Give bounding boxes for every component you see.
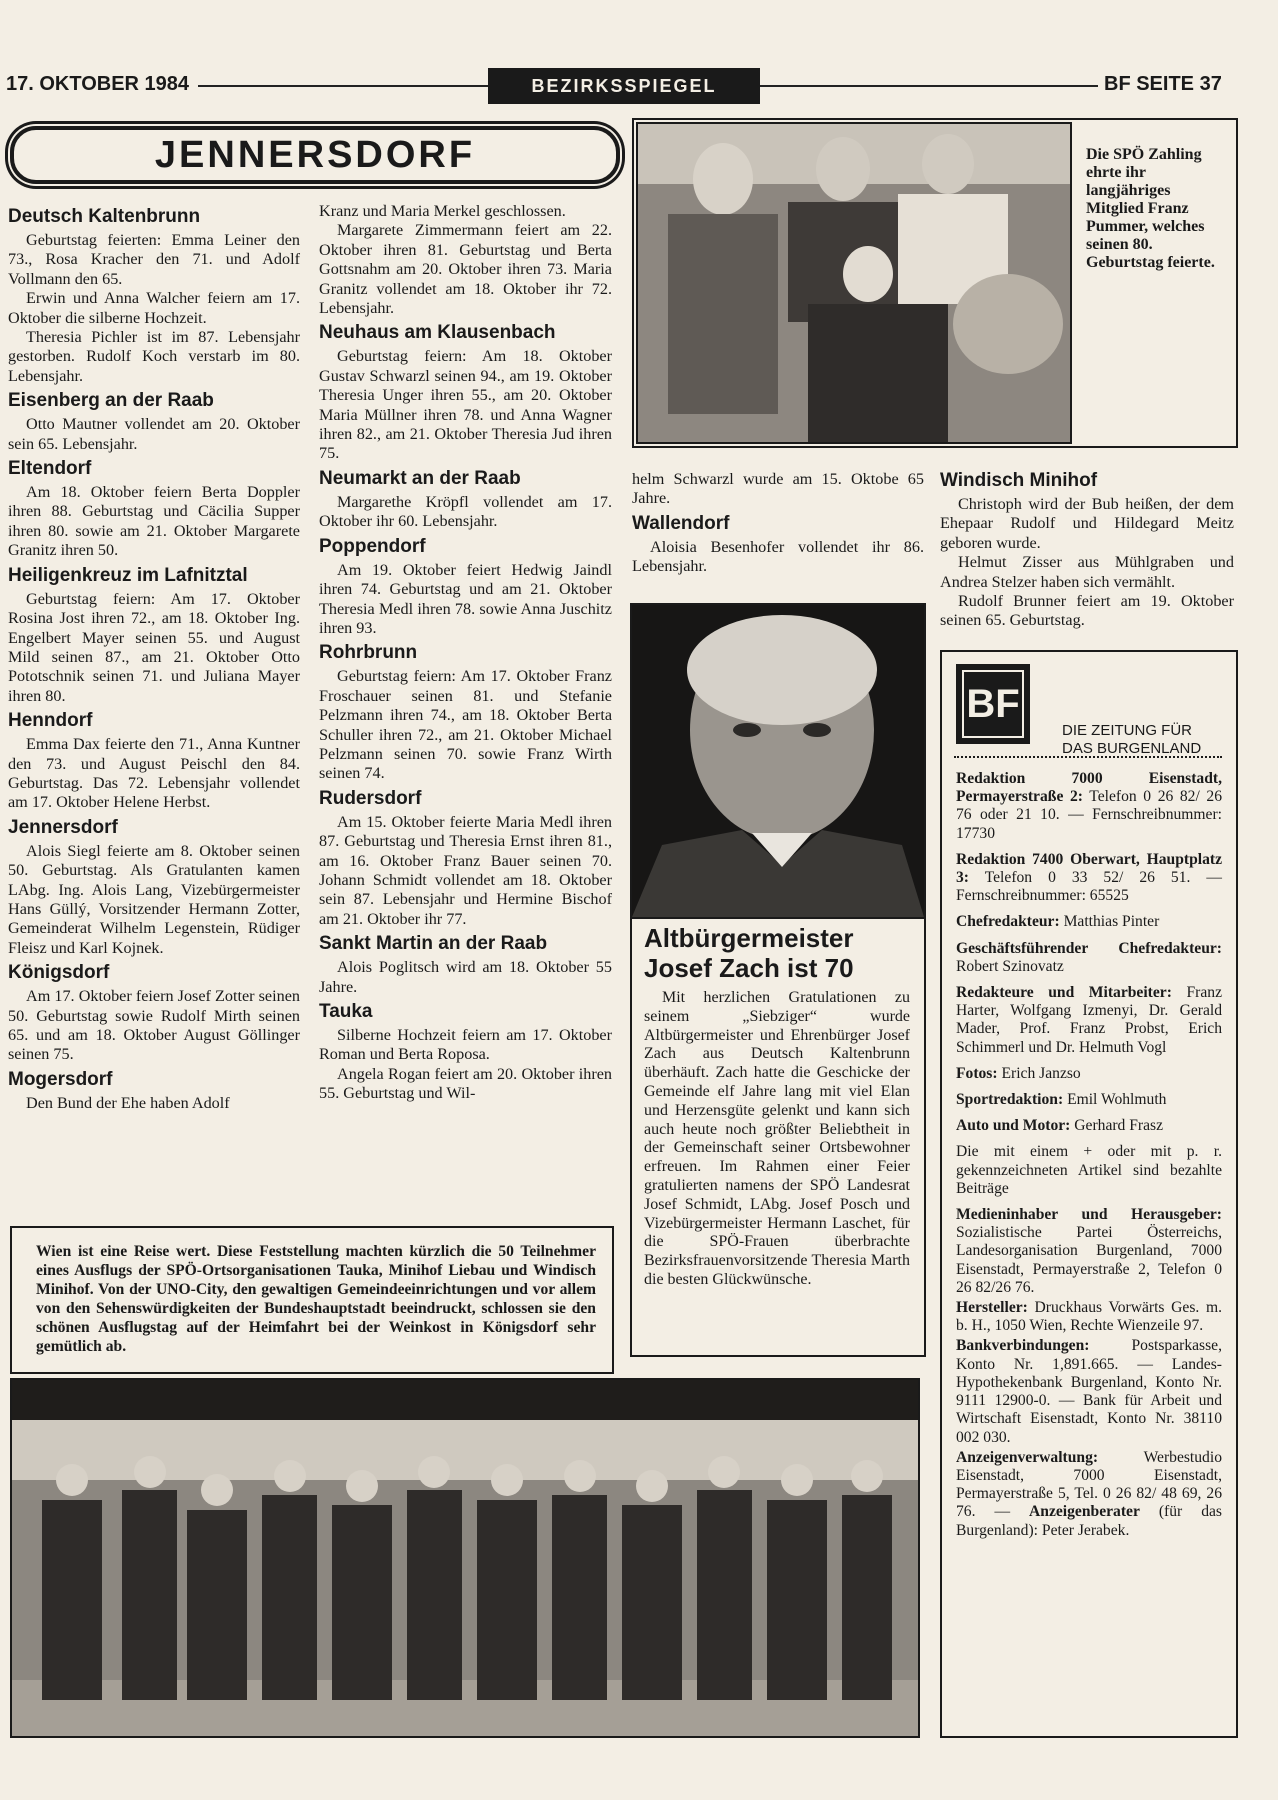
zach-headline	[644, 923, 854, 983]
zach-headline-line2: Josef Zach ist 70	[644, 953, 854, 983]
imp-label: Hersteller:	[956, 1299, 1028, 1317]
district-title: JENNERSDORF	[10, 126, 620, 184]
imp-label: Bankverbindungen:	[956, 1337, 1090, 1355]
heading-poppendorf: Poppendorf	[319, 535, 426, 557]
imp-label: Auto und Motor:	[956, 1117, 1071, 1135]
column-3	[632, 470, 924, 577]
imp-note: Die mit einem + oder mit p. r. gekennzeichneten Artikel sind bezahlte Beiträge	[956, 1143, 1222, 1197]
article-text: Den Bund der Ehe haben Adolf	[26, 1093, 230, 1112]
imp-text: Telefon 0 26 82/ 26 76 oder 21 10. — Fernschreibnummer: 17730	[956, 788, 1223, 842]
imp-label: Anzeigenverwaltung:	[956, 1448, 1099, 1466]
wien-caption: Wien ist eine Reise wert. Diese Feststellung machten kürzlich die 50 Teilnehmer eines Ausflugs der SPÖ-Ortsorganisationen Tauka, Minihof Liebau und Windisch Minihof. Von der UNO-City, den gewaltigen Gemeindeeinrichtungen und vor allem von den Sehenswürdigkeiten der Bundeshauptstadt beeindruckt, schlossen sie den schönen Ausflugstag auf der Heimfahrt bei der Weinkost in Königsdorf sehr gemütlich ab.	[36, 1243, 596, 1355]
article-text: Aloisia Besenhofer vollendet ihr 86. Lebensjahr.	[632, 537, 924, 576]
article-text: Helmut Zisser aus Mühlgraben und Andrea Stelzer haben sich vermählt.	[940, 553, 1234, 591]
page-number: BF SEITE 37	[1104, 73, 1222, 95]
article-text: Geburtstag feiern: Am 18. Oktober Gustav Schwarzl seinen 94., am 19. Oktober Theresia Unger ihren 55., am 20. Oktober Maria Müllner ihren 78. und Anna Wagner ihren 82., am 21. Oktober Theresia Jud ihren 75.	[319, 347, 612, 463]
spoe-photo-caption: Die SPÖ Zahling ehrte ihr langjähriges Mitglied Franz Pummer, welches seinen 80. Geburtstag feierte.	[1086, 146, 1215, 271]
article-text: Christoph wird der Bub heißen, der dem Ehepaar Rudolf und Hildegard Meitz geboren wurde.	[940, 495, 1234, 552]
heading-rudersdorf: Rudersdorf	[319, 787, 422, 809]
column-1	[8, 202, 300, 1113]
article-text: Emma Dax feierte den 71., Anna Kuntner den 73. und August Peischl den 84. Geburtstag. Das 72. Lebensjahr vollendet am 17. Oktober Helene Herbst.	[8, 735, 300, 812]
article-text: Kranz und Maria Merkel geschlossen.	[319, 202, 566, 220]
heading-eltendorf: Eltendorf	[8, 458, 92, 480]
imp-text: Erich Janzso	[1001, 1064, 1081, 1082]
spoe-photo-frame	[632, 118, 1238, 448]
article-text: Alois Siegl feierte am 8. Oktober seinen 50. Geburtstag. Als Gratulanten kamen LAbg. Ing. Alois Lang, Vizebürgermeister Hans Güllý, Vorsitzender Hermann Zotter, Gemeinderat Wilhelm Legenstein, Rüdiger Fleisz und Karl Kojnek.	[8, 841, 300, 957]
article-text: Alois Poglitsch wird am 18. Oktober 55 Jahre.	[319, 958, 612, 996]
heading-mogersdorf: Mogersdorf	[8, 1068, 113, 1090]
zach-body	[644, 989, 910, 1290]
zach-article	[630, 603, 926, 1357]
heading-sankt-martin: Sankt Martin an der Raab	[319, 933, 548, 955]
zach-portrait-photo	[632, 605, 924, 919]
article-text: Am 19. Oktober feiert Hedwig Jaindl ihren 74. Geburtstag und am 21. Oktober Theresia Medl ihren 78. sowie Anna Juschitz ihren 93.	[319, 560, 612, 637]
impressum-box	[940, 650, 1238, 1738]
article-text: Am 17. Oktober feiern Josef Zotter seinen 50. Geburtstag sowie Rudolf Mirth seinen 65. und am 18. Oktober August Göllinger seinen 75.	[8, 987, 300, 1064]
group-photo-placeholder-icon	[12, 1380, 918, 1736]
heading-eisenberg: Eisenberg an der Raab	[8, 390, 214, 412]
article-text: Margarete Zimmermann feiert am 22. Oktober ihren 81. Geburtstag und Berta Gottsnahm am 20. Oktober ihren 73. Maria Granitz vollendet am 18. Oktober ihr 72. Lebensjahr.	[319, 221, 612, 318]
imp-label: Geschäftsführender Chefredakteur:	[956, 939, 1222, 957]
column-4	[940, 470, 1234, 631]
heading-tauka: Tauka	[319, 1001, 373, 1022]
heading-neuhaus: Neuhaus am Klausenbach	[319, 322, 556, 344]
article-text: Geburtstag feierten: Emma Leiner den 73., Rosa Kracher den 71. und Adolf Vollmann den 65.	[8, 231, 300, 288]
issue-date: 17. OKTOBER 1984	[6, 73, 190, 95]
heading-jennersdorf: Jennersdorf	[8, 816, 118, 838]
imp-text: Matthias Pinter	[1063, 913, 1160, 931]
heading-windisch-minihof: Windisch Minihof	[940, 470, 1098, 491]
article-text: helm Schwarzl wurde am 15. Oktobe 65 Jahre.	[632, 470, 924, 508]
imp-text: Gerhard Frasz	[1074, 1117, 1164, 1135]
imp-label: Redaktion 7400 Oberwart, Hauptplatz 3:	[956, 850, 1222, 887]
wien-caption-box	[10, 1226, 614, 1374]
photo-placeholder-icon	[638, 124, 1070, 442]
imp-text: Franz Harter, Wolfgang Izmenyi, Dr. Gerald Mader, Prof. Franz Probst, Erich Schimmerl und Dr. Helmuth Vogl	[956, 984, 1222, 1056]
imp-label: Anzeigenberater	[1029, 1503, 1140, 1521]
header-rule-right	[760, 85, 1098, 87]
imp-label: Medieninhaber und Herausgeber:	[956, 1206, 1222, 1224]
article-text: Angela Rogan feiert am 20. Oktober ihren 55. Geburtstag und Wil-	[319, 1064, 612, 1103]
group-photo	[10, 1378, 920, 1738]
article-text: Margarethe Kröpfl vollendet am 17. Oktober ihr 60. Lebensjahr.	[319, 492, 612, 531]
imp-text: Sozialistische Partei Österreichs, Landesorganisation Burgenland, 7000 Eisenstadt, Permayerstraße 2, Telefon 0 26 82/26 76.	[956, 1224, 1222, 1296]
bf-logo-text: BF	[962, 670, 1024, 738]
article-text: Theresia Pichler ist im 87. Lebensjahr gestorben. Rudolf Koch verstarb im 80. Lebensjahr.	[8, 328, 300, 385]
imp-text: Werbestudio Eisenstadt, 7000 Eisenstadt, Permayerstraße 5, Tel. 0 26 82/ 48 69, 26 76. —	[956, 1448, 1222, 1521]
article-text: Geburtstag feiern: Am 17. Oktober Franz Froschauer seinen 81. und Stefanie Pelzmann ihren 74., am 18. Oktober Berta Schuller ihren 72., am 21. Oktober Michael Pelzmann seinen 70. sowie Franz Wirth seinen 74.	[319, 667, 612, 783]
imp-label: Chefredakteur:	[956, 913, 1060, 931]
heading-wallendorf: Wallendorf	[632, 512, 730, 534]
heading-neumarkt: Neumarkt an der Raab	[319, 467, 521, 489]
article-text: Otto Mautner vollendet am 20. Oktober sein 65. Lebensjahr.	[8, 415, 300, 453]
heading-deutsch-kaltenbrunn: Deutsch Kaltenbrunn	[8, 206, 201, 227]
tagline-line1: DIE ZEITUNG FÜR	[1062, 722, 1192, 739]
impressum-divider	[954, 756, 1222, 758]
heading-heiligenkreuz: Heiligenkreuz im Lafnitztal	[8, 564, 248, 586]
tagline-line2: DAS BURGENLAND	[1062, 740, 1202, 757]
imp-label: Fotos:	[956, 1064, 998, 1082]
article-text: Mit herzlichen Gratulationen zu seinem „Siebziger“ wurde Altbürgermeister und Ehrenbürger Josef Zach aus Deutsch Kaltenbrunn überhäuft. Zach hatte die Geschicke der Gemeinde elf Jahre lang mit viel Elan und Herzensgüte gelenkt und kann sich auch heute noch größter Beliebtheit in der Gemeinschaft seiner Ortsbewohner erfreuen. Im Rahmen einer Feier gratulierten namens der SPÖ Landesrat Josef Schmidt, LAbg. Josef Posch und Vizebürgermeister Hermann Laschet, für die SPÖ-Frauen überbrachte Bezirksfrauenvorsitzende Theresia Marth die besten Glückwünsche.	[644, 989, 910, 1288]
article-text: Am 18. Oktober feiern Berta Doppler ihren 88. Geburtstag und Cäcilia Supper ihren 80. sowie am 21. Oktober Margarete Granitz ihren 50.	[8, 483, 300, 560]
zach-headline-line1: Altbürgermeister	[644, 923, 854, 953]
article-text: Rudolf Brunner feiert am 19. Oktober seinen 65. Geburtstag.	[940, 592, 1234, 630]
heading-koenigsdorf: Königsdorf	[8, 962, 110, 984]
imp-text: Postsparkasse, Konto Nr. 1,891.665. — Landes-Hypothekenbank Burgenland, Konto Nr. 9111 12900-0. — Bank für Arbeit und Wirtschaft Eisenstadt, Konto Nr. 38110 002 030.	[956, 1337, 1222, 1446]
imp-label: Sportredaktion:	[956, 1091, 1064, 1109]
imp-text: Druckhaus Vorwärts Ges. m. b. H., 1050 Wien, Rechte Wienzeile 97.	[956, 1299, 1222, 1335]
imp-label: Redakteure und Mitarbeiter:	[956, 984, 1172, 1002]
heading-rohrbrunn: Rohrbrunn	[319, 642, 418, 664]
portrait-placeholder-icon	[632, 605, 924, 917]
column-2	[319, 202, 612, 1104]
article-text: Erwin und Anna Walcher feiern am 17. Oktober die silberne Hochzeit.	[8, 289, 300, 327]
section-banner: BEZIRKSSPIEGEL	[488, 68, 760, 104]
bf-logo	[956, 664, 1030, 744]
article-text: Geburtstag feiern: Am 17. Oktober Rosina Jost ihren 72., am 18. Oktober Ing. Engelbert Mayer seinen 55. und August Mild seinen 87., am 21. Oktober Otto Pototschnik seinen 71. und Juliana Mayer ihren 80.	[8, 589, 300, 705]
article-text: Am 15. Oktober feierte Maria Medl ihren 87. Geburtstag und Theresia Ernst ihren 81., am 16. Oktober Franz Bauer seinen 70. Johann Schmidt vollendet am 18. Oktober sein 87. Lebensjahr und Hermine Bischof am 21. Oktober ihr 77.	[319, 812, 612, 928]
imp-label: Redaktion 7000 Eisenstadt, Permayerstraße 2:	[956, 770, 1222, 806]
impressum-tagline	[1062, 722, 1201, 758]
heading-henndorf: Henndorf	[8, 710, 93, 732]
imp-text: Robert Szinovatz	[956, 957, 1064, 975]
spoe-group-photo	[636, 122, 1072, 444]
impressum-text	[956, 770, 1222, 1542]
imp-text: Emil Wohlmuth	[1067, 1091, 1167, 1109]
imp-text: Telefon 0 33 52/ 26 51. — Fernschreibnummer: 65525	[956, 869, 1222, 905]
imp-text: (für das Burgenland): Peter Jerabek.	[956, 1503, 1222, 1539]
header-rule-left	[198, 85, 488, 87]
article-text: Silberne Hochzeit feiern am 17. Oktober Roman und Berta Roposa.	[319, 1026, 612, 1064]
